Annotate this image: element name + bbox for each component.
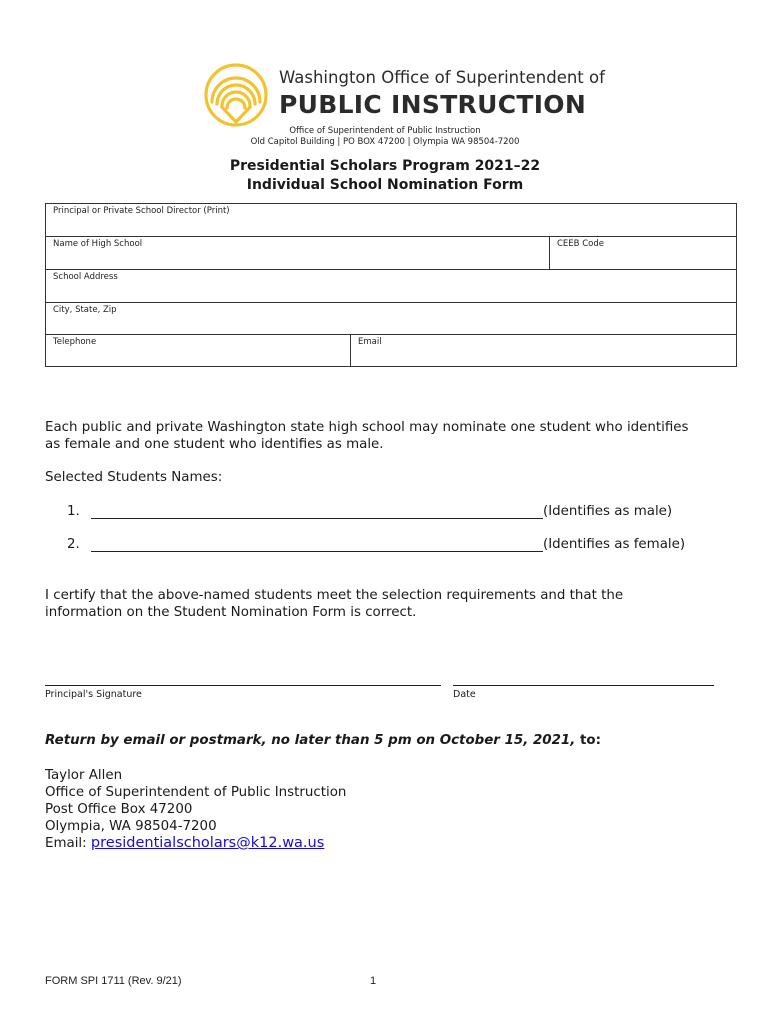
telephone-cell <box>46 335 351 366</box>
ceeb-cell <box>550 237 736 269</box>
intro-line-2: as female and one student who identifies as male. <box>45 437 384 452</box>
certification-paragraph <box>45 587 725 621</box>
page-title: Presidential Scholars Program 2021–22 <box>229 158 541 174</box>
city-state-zip-input[interactable] <box>51 317 731 331</box>
telephone-input[interactable] <box>51 349 345 363</box>
contact-row <box>46 335 736 366</box>
contact-city: Olympia, WA 98504-7200 <box>45 819 217 834</box>
student-1-identifier: (Identifies as male) <box>543 504 673 519</box>
return-instructions <box>45 733 601 748</box>
student-1-number: 1. <box>67 504 80 519</box>
logo-agency-title: PUBLIC INSTRUCTION <box>279 90 587 119</box>
student-2-name-line[interactable] <box>91 551 543 552</box>
ceeb-code-input[interactable] <box>555 252 731 266</box>
high-school-input[interactable] <box>51 252 544 266</box>
contact-block <box>45 767 346 852</box>
school-address-input[interactable] <box>51 285 731 299</box>
principal-label: Principal or Private School Director (Print) <box>53 206 230 216</box>
return-deadline: Return by email or postmark, no later than 5 pm on October 15, 2021, <box>45 733 576 748</box>
date-line[interactable] <box>453 685 714 686</box>
intro-line-1: Each public and private Washington state high school may nominate one student who identifies <box>45 420 689 435</box>
intro-paragraph <box>45 419 725 453</box>
contact-email-prefix: Email: <box>45 836 91 851</box>
student-1-name-line[interactable] <box>91 518 543 519</box>
high-school-cell <box>46 237 550 269</box>
email-label: Email <box>358 337 382 347</box>
certify-line-2: information on the Student Nomination Form is correct. <box>45 605 417 620</box>
high-school-row <box>46 237 736 270</box>
certify-line-1: I certify that the above-named students meet the selection requirements and that the <box>45 588 624 603</box>
contact-email-link[interactable]: presidentialscholars@k12.wa.us <box>90 835 325 851</box>
ospi-logo-icon <box>203 62 269 128</box>
contact-email-row <box>45 835 346 852</box>
office-address-line1: Office of Superintendent of Public Instruction <box>289 126 481 136</box>
email-input[interactable] <box>356 349 731 363</box>
address-row <box>46 270 736 303</box>
form-identifier: FORM SPI 1711 (Rev. 9/21) <box>45 975 182 987</box>
telephone-label: Telephone <box>53 337 97 347</box>
high-school-label: Name of High School <box>53 239 143 249</box>
principal-row <box>46 204 736 237</box>
student-2-number: 2. <box>67 537 80 552</box>
page-number: 1 <box>370 975 377 987</box>
city-row <box>46 303 736 335</box>
selected-students-label: Selected Students Names: <box>45 470 223 485</box>
logo-agency-name: Washington Office of Superintendent of <box>279 68 605 87</box>
principal-name-input[interactable] <box>51 219 731 233</box>
return-to: to: <box>575 733 601 748</box>
school-address-label: School Address <box>53 272 118 282</box>
contact-name: Taylor Allen <box>45 768 123 783</box>
city-state-zip-label: City, State, Zip <box>53 305 117 315</box>
office-address-line2: Old Capitol Building | PO BOX 47200 | Olympia WA 98504-7200 <box>250 137 520 147</box>
page-subtitle: Individual School Nomination Form <box>246 177 524 193</box>
school-info-form <box>45 203 737 367</box>
contact-po-box: Post Office Box 47200 <box>45 802 193 817</box>
signature-line[interactable] <box>45 685 441 686</box>
student-2-identifier: (Identifies as female) <box>543 537 686 552</box>
contact-office: Office of Superintendent of Public Instruction <box>45 785 347 800</box>
ceeb-label: CEEB Code <box>557 239 604 249</box>
signature-label: Principal's Signature <box>45 689 142 700</box>
date-label: Date <box>453 689 476 700</box>
email-cell <box>351 335 736 366</box>
